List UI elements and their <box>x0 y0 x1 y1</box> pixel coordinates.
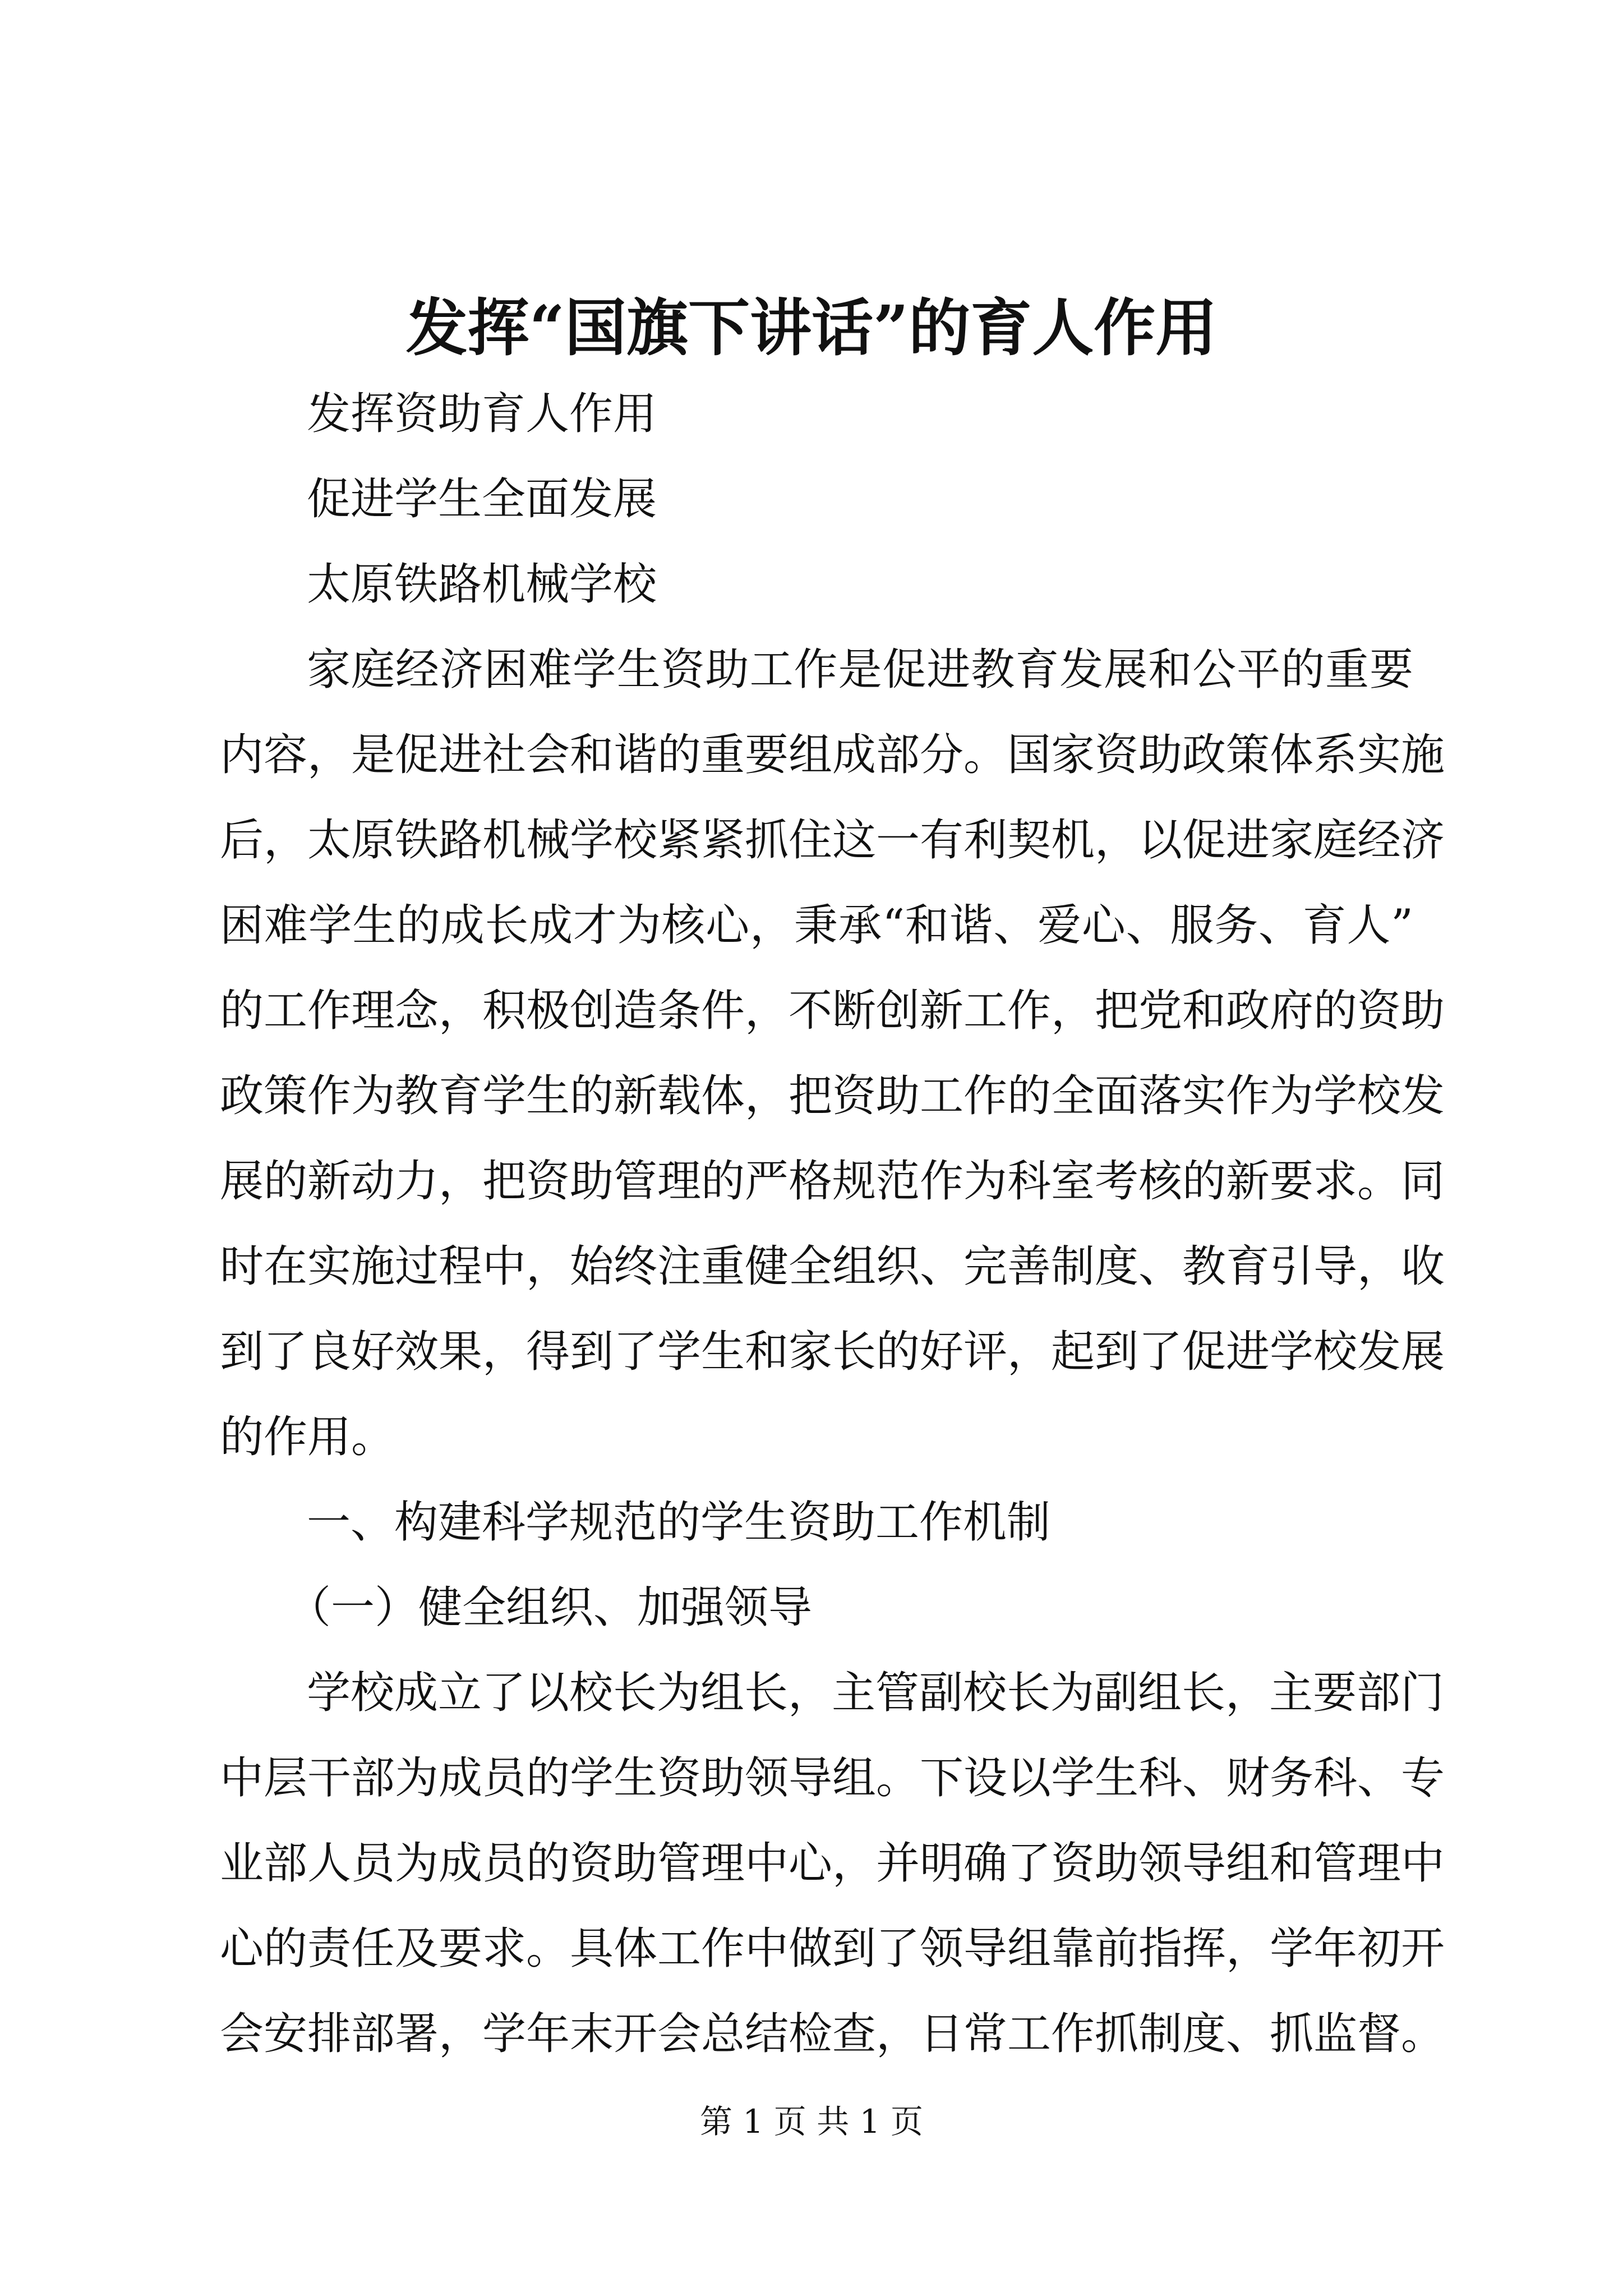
paragraph-line: 到了良好效果，得到了学生和家长的好评，起到了促进学校发展 <box>220 1327 1445 1377</box>
paragraph-line: 会安排部署，学年末开会总结检查，日常工作抓制度、抓监督。 <box>220 2009 1445 2059</box>
paragraph-line: 学校成立了以校长为组长，主管副校长为副组长，主要部门 <box>307 1668 1445 1718</box>
paragraph-line: 的工作理念，积极创造条件，不断创新工作，把党和政府的资助 <box>220 986 1445 1036</box>
paragraph-line: 政策作为教育学生的新载体，把资助工作的全面落实作为学校发 <box>220 1071 1445 1121</box>
subtitle-line: 发挥资助育人作用 <box>307 389 657 439</box>
paragraph-line: 的作用。 <box>220 1412 395 1462</box>
paragraph-line: 心的责任及要求。具体工作中做到了领导组靠前指挥，学年初开 <box>220 1924 1445 1974</box>
document-title: 发挥“国旗下讲话”的育人作用 <box>405 292 1218 364</box>
paragraph-line: 后，太原铁路机械学校紧紧抓住这一有利契机，以促进家庭经济 <box>220 815 1445 866</box>
paragraph-line: 业部人员为成员的资助管理中心，并明确了资助领导组和管理中 <box>220 1838 1445 1889</box>
paragraph-line: 时在实施过程中，始终注重健全组织、完善制度、教育引导，收 <box>220 1241 1445 1292</box>
subtitle-line: 促进学生全面发展 <box>307 474 657 524</box>
author-line: 太原铁路机械学校 <box>307 559 657 610</box>
page-number-footer: 第 1 页 共 1 页 <box>700 2102 923 2141</box>
document-body <box>220 371 1445 2077</box>
paragraph-line: 中层干部为成员的学生资助领导组。下设以学生科、财务科、专 <box>220 1753 1445 1803</box>
paragraph-line: 困难学生的成长成才为核心，秉承“和谐、爱心、服务、育人” <box>220 900 1413 951</box>
section-heading: 一、构建科学规范的学生资助工作机制 <box>307 1497 1051 1548</box>
paragraph-line: 家庭经济困难学生资助工作是促进教育发展和公平的重要 <box>307 645 1413 695</box>
paragraph-line: 展的新动力，把资助管理的严格规范作为科室考核的新要求。同 <box>220 1156 1445 1207</box>
paragraph-line: 内容，是促进社会和谐的重要组成部分。国家资助政策体系实施 <box>220 730 1445 780</box>
subsection-heading: （一）健全组织、加强领导 <box>287 1582 813 1633</box>
